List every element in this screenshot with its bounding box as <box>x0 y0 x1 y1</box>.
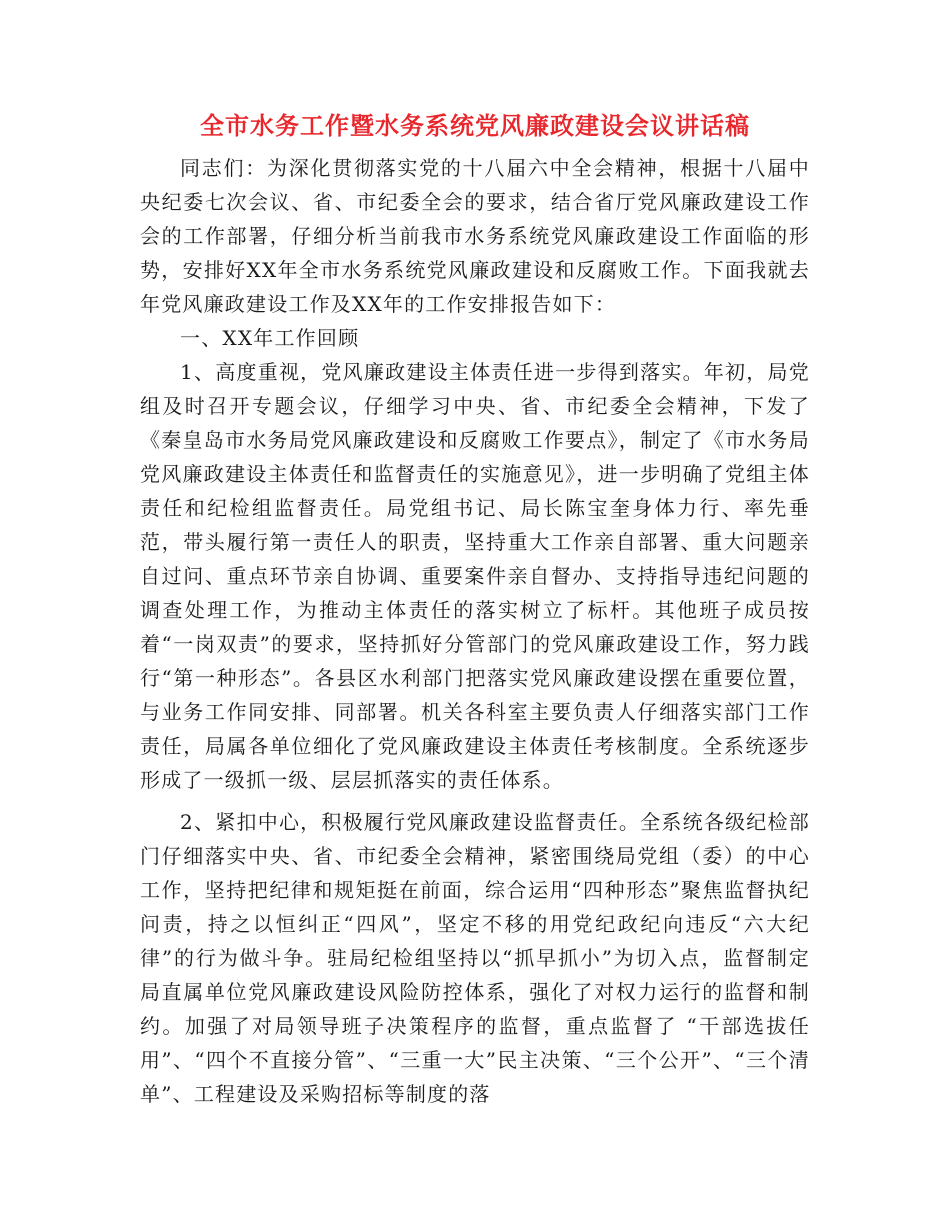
document-body <box>140 151 810 1111</box>
paragraph-opening: 同志们：为深化贯彻落实党的十八届六中全会精神，根据十八届中央纪委七次会议、省、市纪委全会的要求，结合省厅党风廉政建设工作会的工作部署，仔细分析当前我市水务系统党风廉政建设工作面临的形势，安排好XX年全市水务系统党风廉政建设和反腐败工作。下面我就去年党风廉政建设工作及XX年的工作安排报告如下： <box>140 156 810 316</box>
paragraph-item-1: 1、高度重视，党风廉政建设主体责任进一步得到落实。年初，局党组及时召开专题会议，仔细学习中央、省、市纪委全会精神，下发了《秦皇岛市水务局党风廉政建设和反腐败工作要点》，制定了《市水务局党风廉政建设主体责任和监督责任的实施意见》，进一步明确了党组主体责任和纪检组监督责任。局党组书记、局长陈宝奎身体力行、率先垂范，带头履行第一责任人的职责，坚持重大工作亲自部署、重大问题亲自过问、重点环节亲自协调、重要案件亲自督办、支持指导违纪问题的调查处理工作，为推动主体责任的落实树立了标杆。其他班子成员按着“一岗双责”的要求，坚持抓好分管部门的党风廉政建设工作，努力践行“第一种形态”。各县区水利部门把落实党风廉政建设摆在重要位置，与业务工作同安排、同部署。机关各科室主要负责人仔细落实部门工作责任，局属各单位细化了党风廉政建设主体责任考核制度。全系统逐步形成了一级抓一级、层层抓落实的责任体系。 <box>140 360 810 792</box>
paragraph-item-2: 2、紧扣中心，积极履行党风廉政建设监督责任。全系统各级纪检部门仔细落实中央、省、市纪委全会精神，紧密围绕局党组（委）的中心工作，坚持把纪律和规矩挺在前面，综合运用“四种形态”聚焦监督执纪问责，持之以恒纠正“四风”，坚定不移的用党纪政纪向违反“六大纪律”的行为做斗争。驻局纪检组坚持以“抓早抓小”为切入点，监督制定局直属单位党风廉政建设风险防控体系，强化了对权力运行的监督和制约。加强了对局领导班子决策程序的监督，重点监督了 “干部选拔任用”、“四个不直接分管”、“三重一大”民主决策、“三个公开”、“三个清单”、工程建设及采购招标等制度的落 <box>140 810 810 1106</box>
document-title: 全市水务工作暨水务系统党风廉政建设会议讲话稿 <box>200 111 750 140</box>
section-heading-review: 一、XX年工作回顾 <box>180 326 360 350</box>
